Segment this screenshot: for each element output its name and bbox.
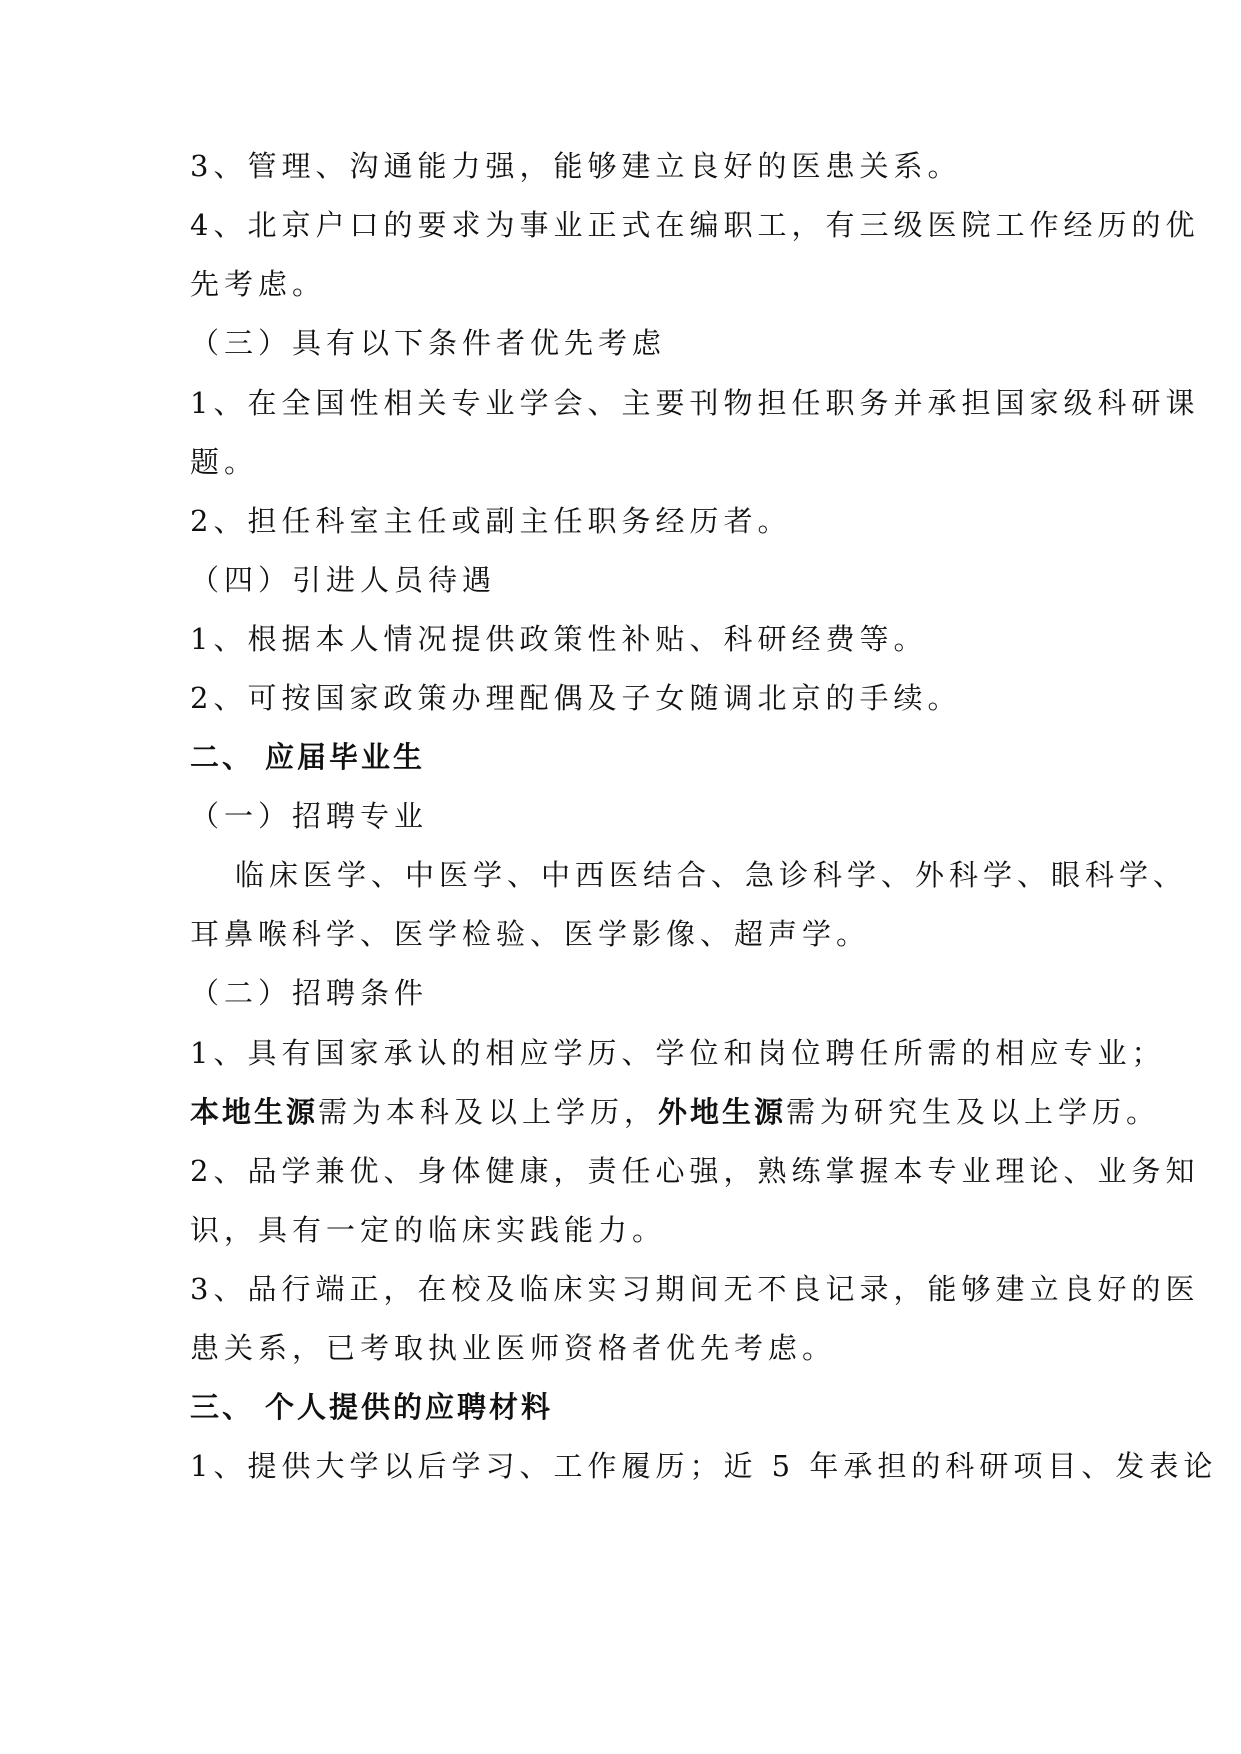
paragraph-line: 耳鼻喉科学、医学检验、医学影像、超声学。 [190,917,871,951]
paragraph-line: 2、可按国家政策办理配偶及子女随调北京的手续。 [190,681,962,715]
paragraph-line: 患关系，已考取执业医师资格者优先考虑。 [190,1331,837,1365]
paragraph-line: 1、根据本人情况提供政策性补贴、科研经费等。 [190,622,928,656]
paragraph-line: 2、品学兼优、身体健康，责任心强，熟练掌握本专业理论、业务知 [190,1154,1200,1188]
outside-source-text: 需为研究生及以上学历。 [786,1095,1161,1129]
paragraph-line: 临床医学、中医学、中西医结合、急诊科学、外科学、眼科学、 [235,858,1188,892]
local-source-text: 需为本科及以上学历， [318,1095,659,1129]
paragraph-line: 1、具有国家承认的相应学历、学位和岗位聘任所需的相应专业； [190,1036,1166,1070]
section-number: 三、 [190,1390,255,1424]
subsection-heading: （四）引进人员待遇 [190,563,497,597]
paragraph-line: 3、管理、沟通能力强，能够建立良好的医患关系。 [190,149,962,183]
section-heading [190,1387,1060,1427]
subsection-heading: （二）招聘条件 [190,976,429,1010]
section-title: 应届毕业生 [265,740,426,774]
outside-source-label: 外地生源 [658,1095,787,1129]
paragraph-line: 2、担任科室主任或副主任职务经历者。 [190,504,792,538]
paragraph-line: 3、品行端正，在校及临床实习期间无不良记录，能够建立良好的医 [190,1272,1200,1306]
paragraph-line: 识，具有一定的临床实践能力。 [190,1213,667,1247]
local-source-label: 本地生源 [190,1095,319,1129]
paragraph-line: 题。 [190,445,259,479]
section-title: 个人提供的应聘材料 [265,1390,554,1424]
paragraph-line: 先考虑。 [190,267,327,301]
paragraph-line: 1、提供大学以后学习、工作履历；近 5 年承担的科研项目、发表论 [190,1449,1218,1483]
subsection-heading: （三）具有以下条件者优先考虑 [190,326,667,360]
source-requirement-line [190,1092,1161,1132]
section-number: 二、 [190,740,255,774]
paragraph-line: 1、在全国性相关专业学会、主要刊物担任职务并承担国家级科研课 [190,386,1200,420]
section-heading [190,737,1060,777]
subsection-heading: （一）招聘专业 [190,799,429,833]
paragraph-line: 4、北京户口的要求为事业正式在编职工，有三级医院工作经历的优 [190,208,1200,242]
